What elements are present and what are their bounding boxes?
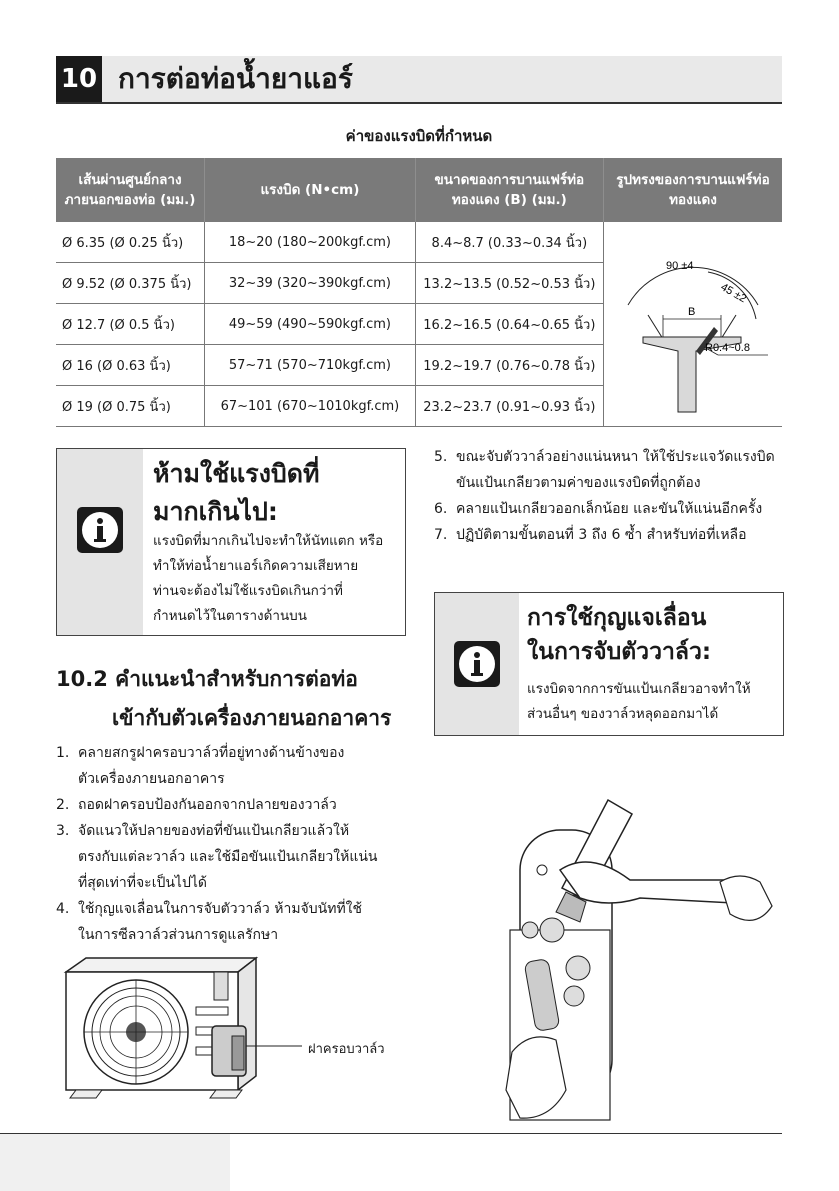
info-icon bbox=[77, 507, 123, 553]
wrench-valve-illustration bbox=[490, 790, 780, 1125]
table-cell: 67~101 (670~1010kgf.cm) bbox=[205, 386, 416, 427]
table-cell: 49~59 (490~590kgf.cm) bbox=[205, 304, 416, 345]
section-title: การต่อท่อน้ำยาแอร์ bbox=[118, 62, 353, 95]
valve-cover-label: ฝาครอบวาล์ว bbox=[308, 1042, 385, 1057]
table-cell: Ø 9.52 (Ø 0.375 นิ้ว) bbox=[56, 263, 205, 304]
info-icon bbox=[454, 641, 500, 687]
table-cell: Ø 12.7 (Ø 0.5 นิ้ว) bbox=[56, 304, 205, 345]
table-cell: Ø 16 (Ø 0.63 นิ้ว) bbox=[56, 345, 205, 386]
wrench-title-line: ในการจับตัววาล์ว: bbox=[527, 639, 712, 665]
table-cell: Ø 6.35 (Ø 0.25 นิ้ว) bbox=[56, 222, 205, 263]
table-cell: 23.2~23.7 (0.91~0.93 นิ้ว) bbox=[415, 386, 603, 427]
list-item: 5. ขณะจับตัววาล์วอย่างแน่นหนา ให้ใช้ประแจวัดแรงบิด ขันแป้นเกลียวตามค่าของแรงบิดที่ถูกต้อง bbox=[434, 449, 775, 491]
table-cell: 32~39 (320~390kgf.cm) bbox=[205, 263, 416, 304]
list-item: 2. ถอดฝาครอบป้องกันออกจากปลายของวาล์ว bbox=[56, 797, 337, 813]
warning-body-line: แรงบิดที่มากเกินไปจะทำให้นัทแตก หรือ bbox=[153, 533, 384, 549]
footer-block bbox=[0, 1134, 230, 1191]
table-cell: 16.2~16.5 (0.64~0.65 นิ้ว) bbox=[415, 304, 603, 345]
warning-body-line: กำหนดไว้ในตารางด้านบน bbox=[153, 608, 307, 624]
table-caption: ค่าของแรงบิดที่กำหนด bbox=[345, 127, 493, 145]
wrench-body-line: ส่วนอื่นๆ ของวาล์วหลุดออกมาได้ bbox=[527, 706, 719, 722]
warning-info-box bbox=[56, 448, 406, 636]
table-header: เส้นผ่านศูนย์กลางภายนอกของท่อ (มม.) bbox=[56, 158, 205, 222]
flare-radius-label: R0.4~0.8 bbox=[704, 342, 750, 354]
warning-body-line: ท่านจะต้องไม่ใช้แรงบิดเกินกว่าที่ bbox=[153, 583, 343, 599]
table-cell: Ø 19 (Ø 0.75 นิ้ว) bbox=[56, 386, 205, 427]
table-header: รูปทรงของการบานแฟร์ท่อทองแดง bbox=[603, 158, 782, 222]
wrench-title-line: การใช้กุญแจเลื่อน bbox=[527, 605, 707, 631]
table-header: แรงบิด (N•cm) bbox=[205, 158, 416, 222]
table-header: ขนาดของการบานแฟร์ท่อทองแดง (B) (มม.) bbox=[415, 158, 603, 222]
table-cell: 57~71 (570~710kgf.cm) bbox=[205, 345, 416, 386]
table-cell: 8.4~8.7 (0.33~0.34 นิ้ว) bbox=[415, 222, 603, 263]
subsection-number: 10.2 bbox=[56, 667, 108, 691]
torque-table bbox=[56, 158, 782, 427]
table-row bbox=[56, 222, 782, 263]
flare-b-label: B bbox=[687, 306, 696, 318]
warning-title-line: มากเกินไป: bbox=[153, 497, 278, 526]
subsection-title-line: เข้ากับตัวเครื่องภายนอกอาคาร bbox=[112, 706, 392, 730]
table-cell: 18~20 (180~200kgf.cm) bbox=[205, 222, 416, 263]
table-cell: 13.2~13.5 (0.52~0.53 นิ้ว) bbox=[415, 263, 603, 304]
flare-shape-diagram bbox=[608, 227, 778, 417]
list-item: 1. คลายสกรูฝาครอบวาล์วที่อยู่ทางด้านข้างของ ตัวเครื่องภายนอกอาคาร bbox=[56, 745, 345, 787]
list-item: 3. จัดแนวให้ปลายของท่อที่ขันแป้นเกลียวแล้วให้ ตรงกับแต่ละวาล์ว และใช้มือขันแป้นเกลียวให้แน่น ที่สุดเท่าที่จะเป็นไปได้ bbox=[56, 823, 378, 891]
subsection-heading bbox=[56, 660, 416, 738]
wrench-info-box bbox=[434, 592, 784, 736]
table-cell: 19.2~19.7 (0.76~0.78 นิ้ว) bbox=[415, 345, 603, 386]
flare-shape-cell bbox=[603, 222, 782, 427]
subsection-title-line: คำแนะนำสำหรับการต่อท่อ bbox=[115, 667, 358, 691]
list-item: 6. คลายแป้นเกลียวออกเล็กน้อย และขันให้แน่นอีกครั้ง bbox=[434, 501, 763, 517]
outdoor-unit-illustration bbox=[56, 952, 406, 1102]
flare-angle-label: 90 ±4 bbox=[665, 260, 694, 272]
list-item: 7. ปฏิบัติตามขั้นตอนที่ 3 ถึง 6 ซ้ำ สำหรับท่อที่เหลือ bbox=[434, 527, 747, 543]
section-number: 10 bbox=[56, 56, 102, 102]
flare-angle-label: 45 ±2 bbox=[718, 281, 749, 306]
list-item: 4. ใช้กุญแจเลื่อนในการจับตัววาล์ว ห้ามจับนัทที่ใช้ ในการซีลวาล์วส่วนการดูแลรักษา bbox=[56, 901, 363, 943]
wrench-body-line: แรงบิดจากการขันแป้นเกลียวอาจทำให้ bbox=[527, 681, 751, 697]
warning-body-line: ทำให้ท่อน้ำยาแอร์เกิดความเสียหาย bbox=[153, 558, 359, 574]
warning-title-line: ห้ามใช้แรงบิดที่ bbox=[153, 459, 320, 488]
